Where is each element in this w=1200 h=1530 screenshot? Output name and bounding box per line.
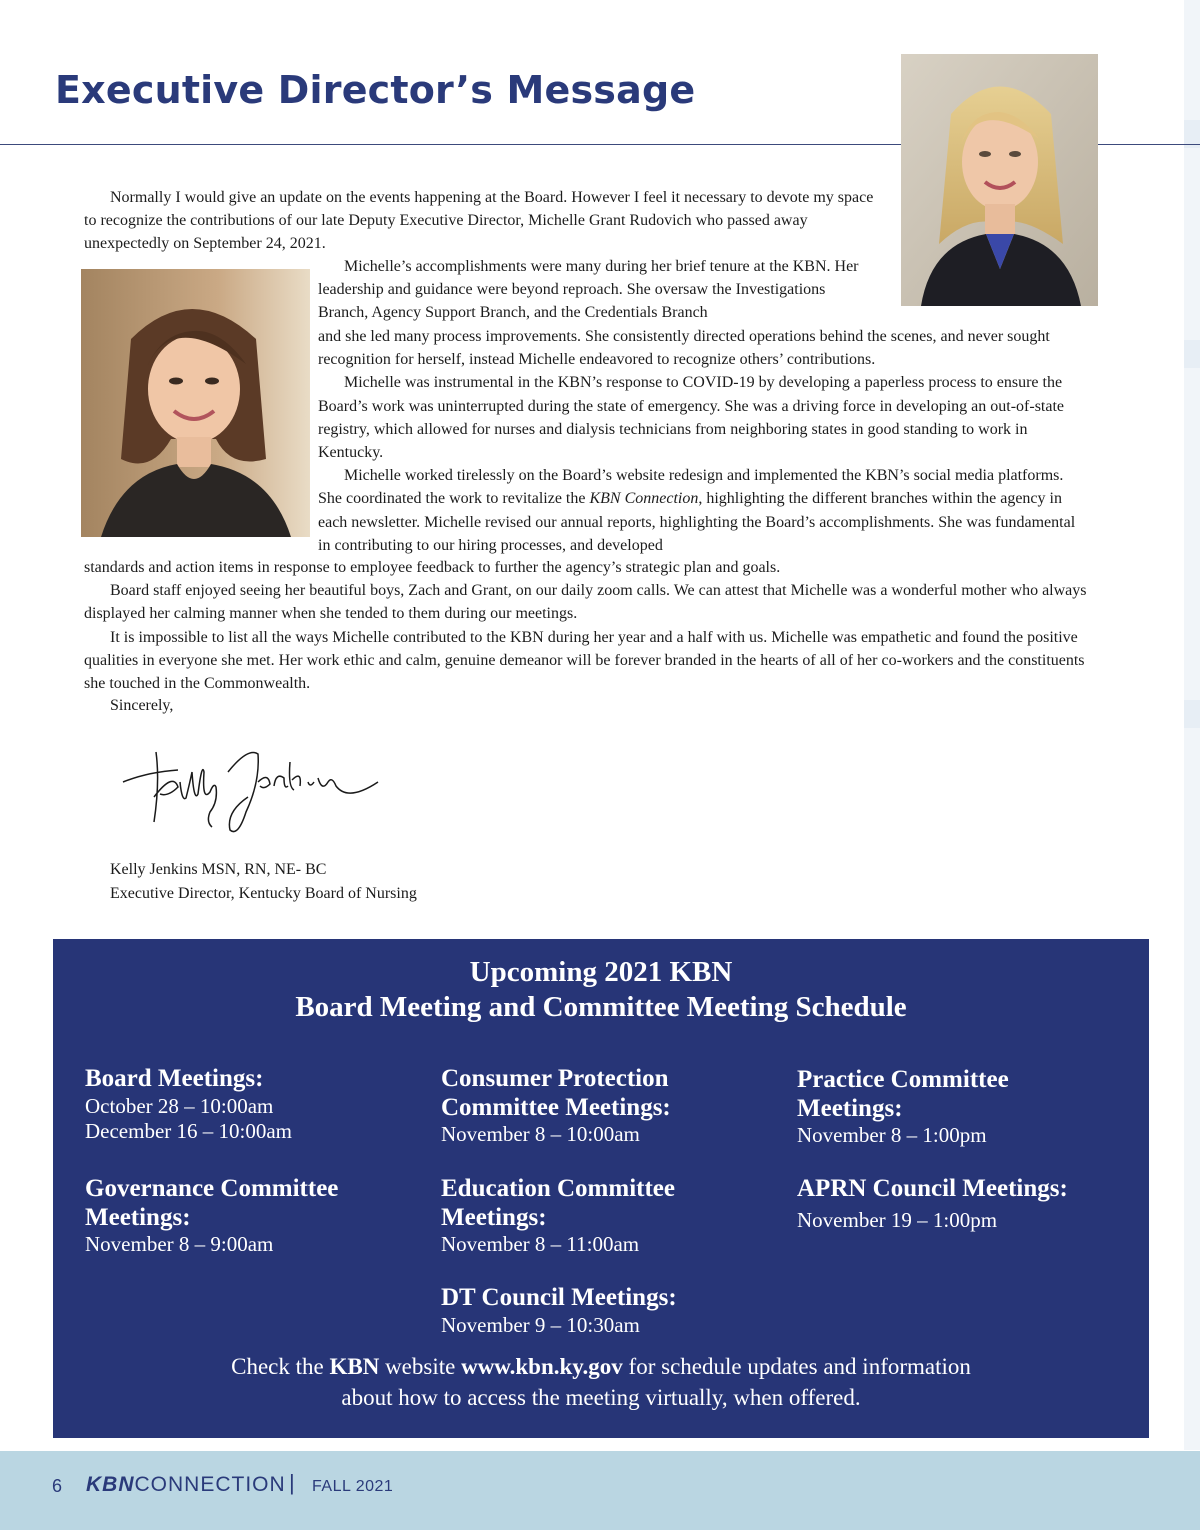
letter-paragraph-4: Michelle worked tirelessly on the Board’s website redesign and implemented the KBN’s social media platforms. She coordinated the work to revitalize the KBN Connection, highlighting the different branches within the agency in each newsletter. Michelle revised our annual reports, highlighting the Board’s accomplishments. She was fundamental in contributing to our hiring processes, and developed [318, 467, 1076, 554]
signature-image [118, 742, 398, 842]
letter-paragraph-6: It is impossible to list all the ways Michelle contributed to the KBN during her year and a half with us. Michelle was empathetic and found the positive qualities in everyone she met. Her work ethic and calm, genuine demeanor will be forever branded in the hearts of all of her co-workers and the constituents she touched in the Commonwealth. [84, 628, 1085, 693]
page-edge [1184, 0, 1200, 1450]
schedule-title: Upcoming 2021 KBN Board Meeting and Committee Meeting Schedule [295, 956, 907, 1023]
letter-paragraphs-2-4 [318, 325, 1088, 557]
page-footer [0, 1451, 1200, 1530]
letter-paragraph-2-start: Michelle’s accomplishments were many during her brief tenure at the KBN. Her leadership and guidance were beyond reproach. She oversaw the Investigations Branch, Agency Support Branch, and the Credentials Branch [318, 258, 859, 322]
letter-paragraph-4-end: standards and action items in response to employee feedback to further the agency’s strategic plan and goals. [84, 559, 781, 576]
letter-paragraph-2-end: and she led many process improvements. She consistently directed operations behind the scenes, and never sought recognition for herself, instead Michelle endeavored to recognize others’ contributions. [318, 328, 1050, 369]
michelle-photo [81, 269, 310, 537]
director-photo [901, 54, 1098, 306]
kbn-connection-title: KBN Connection [589, 490, 699, 508]
signer-title: Executive Director, Kentucky Board of Nursing [110, 884, 417, 902]
letter-paragraphs-4-6 [84, 556, 1104, 695]
schedule-aprn-council: APRN Council Meetings: November 19 – 1:00pm [797, 1175, 1068, 1232]
schedule-footer-note: Check the KBN website www.kbn.ky.gov for schedule updates and information about how to access the meeting virtually, when offered. [231, 1354, 971, 1410]
kbn-website-link[interactable]: www.kbn.ky.gov [461, 1354, 623, 1379]
signature-block [110, 858, 417, 905]
letter-closing: Sincerely, [110, 697, 174, 714]
schedule-consumer-protection-committee: Consumer Protection Committee Meetings: November 8 – 10:00am [441, 1065, 671, 1146]
schedule-dt-council: DT Council Meetings: November 9 – 10:30am [441, 1284, 677, 1337]
signer-name: Kelly Jenkins MSN, RN, NE- BC [110, 861, 327, 878]
issue-label: FALL 2021 [312, 1478, 394, 1495]
schedule-education-committee: Education Committee Meetings: November 8 – 11:00am [441, 1175, 675, 1256]
letter-paragraph-3: Michelle was instrumental in the KBN’s response to COVID-19 by developing a paperless process to ensure the Board’s work was uninterrupted during the state of emergency. She was a driving force in developing an out-of-state registry, which allowed for nurses and dialysis technicians from neighboring states in good standing to work in Kentucky. [318, 374, 1065, 462]
schedule-practice-committee: Practice Committee Meetings: November 8 – 1:00pm [797, 1066, 1009, 1147]
letter-paragraph-1: Normally I would give an update on the events happening at the Board. However I feel it necessary to devote my space to recognize the contributions of our late Deputy Executive Director, Michelle Grant Rudovich who passed away unexpectedly on September 24, 2021. [84, 189, 874, 253]
schedule-board-meetings: Board Meetings: October 28 – 10:00am December 16 – 10:00am [85, 1065, 293, 1143]
letter-paragraph-5: Board staff enjoyed seeing her beautiful boys, Zach and Grant, on our daily zoom calls. We can attest that Michelle was a wonderful mother who always displayed her calming manner when she tended to them during our meetings. [84, 582, 1087, 623]
schedule-governance-committee: Governance Committee Meetings: November 8 – 9:00am [85, 1175, 339, 1256]
meeting-schedule-box [53, 939, 1149, 1438]
page-title: Executive Director’s Message [55, 68, 696, 112]
footer-separator: | [289, 1470, 295, 1495]
page-number: 6 [52, 1476, 63, 1496]
publication-brand: KBNCONNECTION [86, 1473, 286, 1496]
